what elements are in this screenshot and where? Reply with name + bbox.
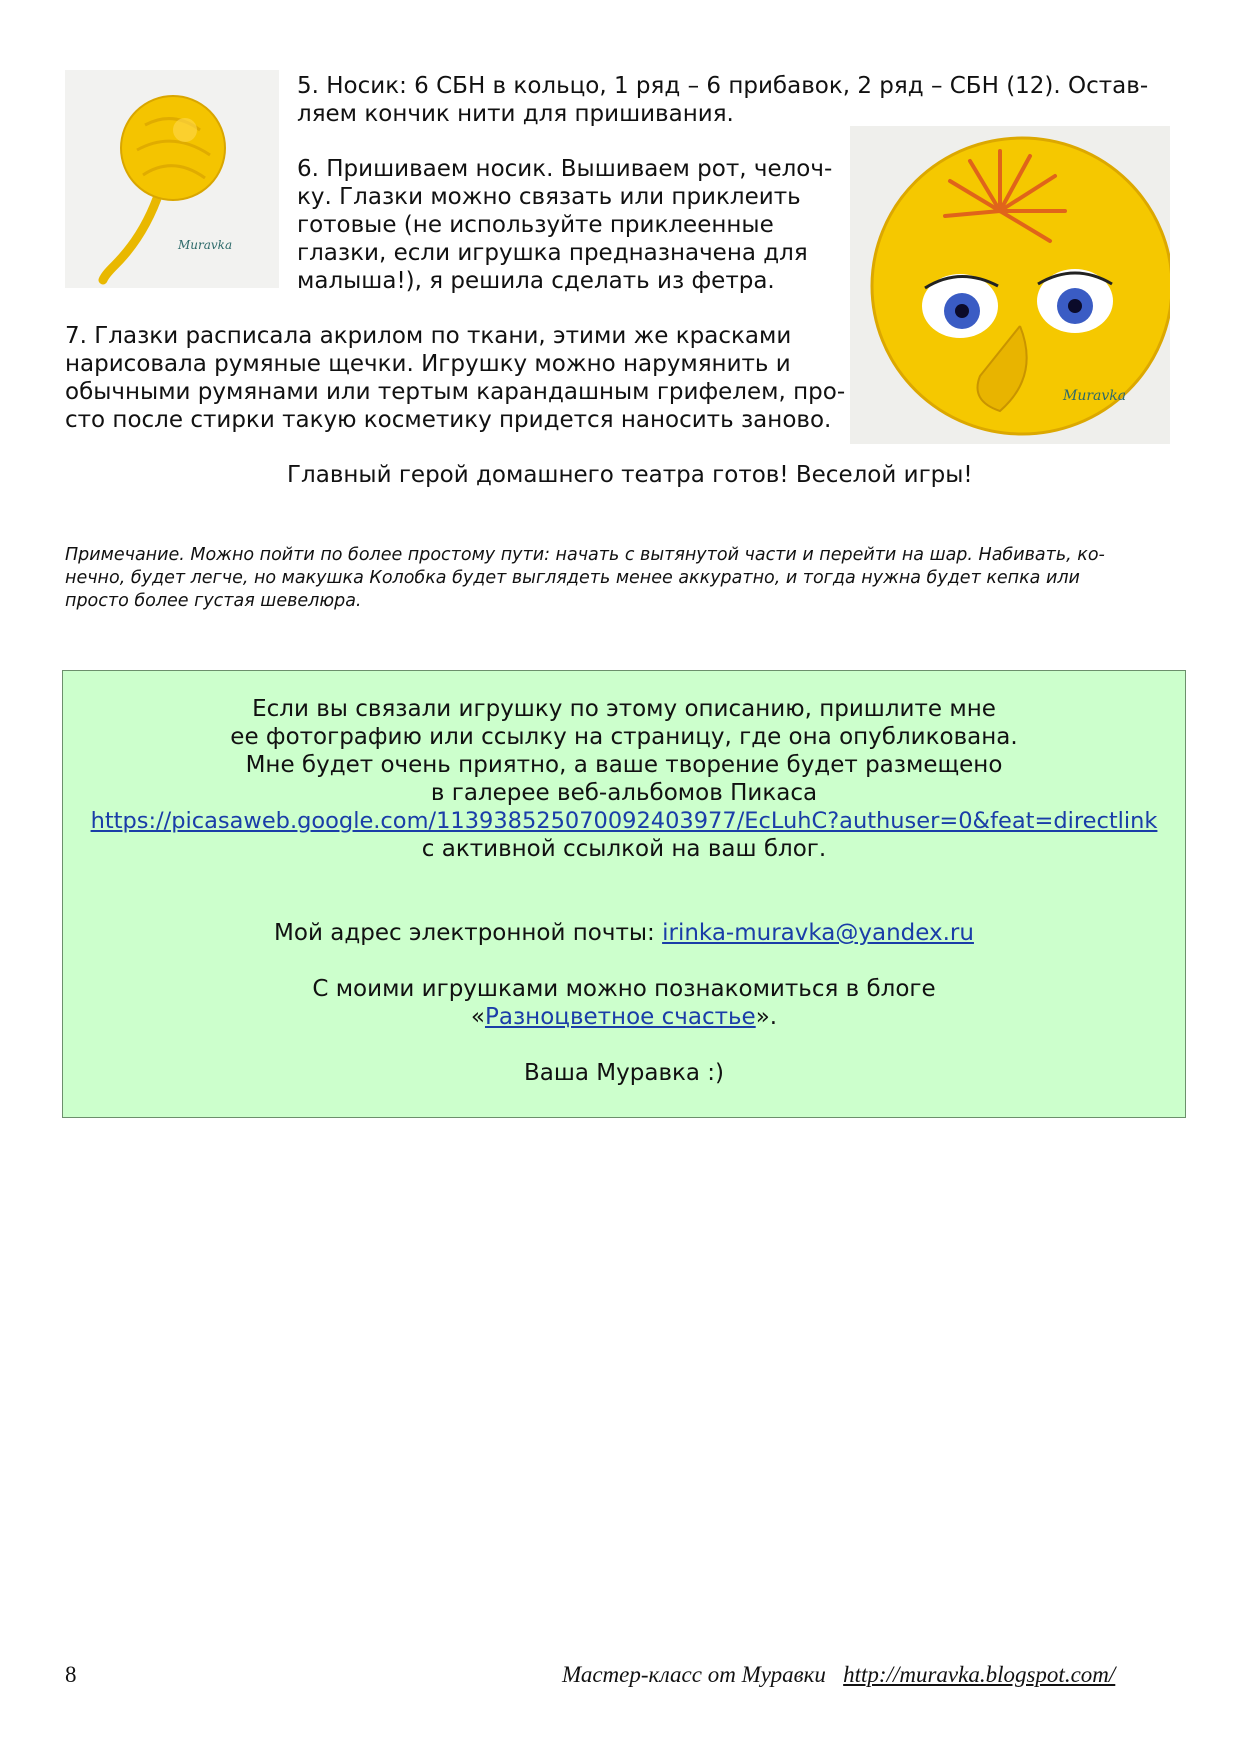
step-7-line: сто после стирки такую косметику придется наносить заново. — [65, 407, 832, 433]
quote-open: « — [470, 1004, 485, 1030]
note-line: нечно, будет легче, но макушка Колобка будет выглядеть менее аккуратно, и тогда нужна будет кепка или — [65, 568, 1080, 588]
step-6-line: малыша!), я решила сделать из фетра. — [297, 268, 775, 294]
box-line: ее фотографию или ссылку на страницу, где она опубликована. — [230, 724, 1018, 750]
step-6-line: глазки, если игрушка предназначена для — [297, 240, 808, 266]
step-6-line: ку. Глазки можно связать или приклеить — [297, 184, 801, 210]
nose-photo — [65, 70, 279, 288]
footer-blog-url[interactable]: http://muravka.blogspot.com/ — [843, 1662, 1116, 1687]
step-6-text — [297, 155, 832, 295]
email-label: Мой адрес электронной почты: — [274, 920, 663, 946]
signature: Ваша Муравка :) — [523, 1060, 725, 1086]
step-5-line: ляем кончик нити для пришивания. — [297, 101, 734, 127]
picasa-link-line — [63, 807, 1185, 835]
email-link[interactable]: irinka-muravka@yandex.ru — [662, 920, 974, 946]
step-6-line: 6. Пришиваем носик. Вышиваем рот, челоч- — [297, 156, 833, 182]
step-5-text — [297, 72, 1148, 128]
step-7-line: нарисовала румяные щечки. Игрушку можно нарумянить и — [65, 351, 791, 377]
step-5-line: 5. Носик: 6 СБН в кольцо, 1 ряд – 6 прибавок, 2 ряд – СБН (12). Остав- — [297, 73, 1149, 99]
box-line: с активной ссылкой на ваш блог. — [421, 836, 827, 862]
box-line: Мне будет очень приятно, а ваше творение будет размещено — [245, 752, 1003, 778]
watermark: Muravka — [1063, 388, 1127, 404]
nose-illustration — [65, 70, 279, 288]
email-line — [63, 919, 1185, 947]
step-7-line: 7. Глазки расписала акрилом по ткани, этими же красками — [65, 323, 792, 349]
picasa-link[interactable]: https://picasaweb.google.com/113938525070092403977/EcLuhC?authuser=0&feat=directlink — [90, 808, 1158, 834]
note-line: Примечание. Можно пойти по более простому пути: начать с вытянутой части и перейти на шар. Набивать, ко- — [65, 545, 1105, 565]
page-number: 8 — [65, 1662, 77, 1687]
final-message: Главный герой домашнего театра готов! Веселой игры! — [287, 462, 973, 488]
watermark: Muravka — [178, 238, 233, 252]
blog-link-line — [63, 1003, 1185, 1031]
step-7-line: обычными румянами или тертым карандашным грифелем, про- — [65, 379, 846, 405]
step-7-text — [65, 322, 845, 434]
step-6-line: готовые (не используйте приклеенные — [297, 212, 774, 238]
contact-info-box — [62, 670, 1186, 1118]
box-line: в галерее веб-альбомов Пикаса — [430, 780, 818, 806]
blog-link[interactable]: Разноцветное счастье — [484, 1004, 756, 1030]
note-line: просто более густая шевелюра. — [65, 591, 362, 611]
kolobok-face-photo — [850, 126, 1170, 444]
quote-close: ». — [755, 1004, 778, 1030]
blog-line: С моими игрушками можно познакомиться в блоге — [312, 976, 936, 1002]
footer-credit — [562, 1662, 1115, 1688]
box-line: Если вы связали игрушку по этому описанию, пришлите мне — [252, 696, 996, 722]
footer-title: Мастер-класс от Муравки — [562, 1662, 826, 1687]
note-paragraph — [65, 544, 1175, 613]
